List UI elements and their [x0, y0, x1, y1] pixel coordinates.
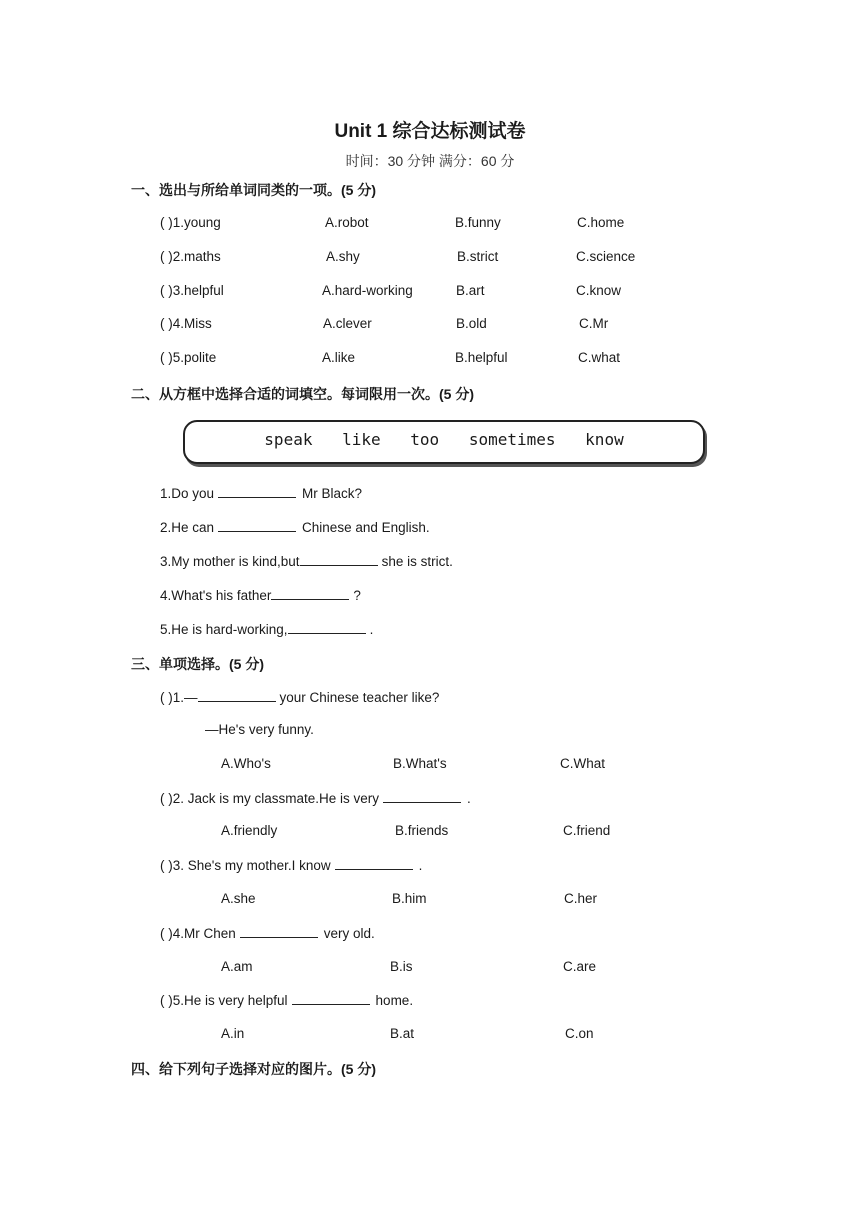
- section4-heading: 四、给下列句子选择对应的图片。(5 分): [131, 1061, 376, 1077]
- s1-q5-a: A.like: [322, 350, 356, 365]
- word-bank-item: too: [410, 430, 440, 449]
- s3-q1-b: B.What's: [393, 756, 447, 771]
- section2-heading: 二、从方框中选择合适的词填空。每词限用一次。(5 分): [131, 386, 474, 402]
- s2-q5: [160, 621, 373, 637]
- s2-q4: [160, 587, 361, 603]
- answer-blank[interactable]: [288, 621, 366, 634]
- s3-q4-b: B.is: [390, 959, 413, 974]
- s1-q4-c: C.Mr: [579, 316, 609, 331]
- s2-q2-pre: 2.He can: [160, 520, 215, 535]
- s1-q1-c: C.home: [577, 215, 625, 230]
- s3-q5: [160, 992, 413, 1008]
- s3-q4: [160, 925, 375, 941]
- s3-q3-c: C.her: [564, 891, 598, 906]
- s1-q3: ( )3.helpful: [160, 283, 224, 298]
- s2-q5-pre: 5.He is hard-working,: [160, 622, 288, 637]
- s2-q3-pre: 3.My mother is kind,but: [160, 554, 300, 569]
- s2-q1-pre: 1.Do you: [160, 486, 215, 501]
- answer-blank[interactable]: [240, 925, 318, 938]
- s3-q1-a: A.Who's: [221, 756, 271, 771]
- answer-blank[interactable]: [218, 519, 296, 532]
- s1-q5-b: B.helpful: [455, 350, 508, 365]
- s1-q4-b: B.old: [456, 316, 487, 331]
- s3-q1: [160, 689, 439, 705]
- s3-q3-b: B.him: [392, 891, 427, 906]
- s1-q2-c: C.science: [576, 249, 636, 264]
- s3-q2-pre: ( )2. Jack is my classmate.He is very: [160, 791, 380, 806]
- answer-blank[interactable]: [292, 992, 370, 1005]
- s3-q4-post: very old.: [323, 926, 375, 941]
- word-bank-item: like: [342, 430, 381, 449]
- s2-q3: [160, 553, 453, 569]
- s2-q1-post: Mr Black?: [302, 486, 363, 501]
- s3-q2-post: .: [467, 791, 471, 806]
- s3-q4-pre: ( )4.Mr Chen: [160, 926, 236, 941]
- s3-q1-pre: ( )1.—: [160, 690, 198, 705]
- s1-q1: ( )1.young: [160, 215, 221, 230]
- s3-q1-c: C.What: [560, 756, 606, 771]
- s1-q2: ( )2.maths: [160, 249, 221, 264]
- s1-q3-c: C.know: [576, 283, 622, 298]
- s3-q5-post: home.: [375, 993, 414, 1008]
- s3-q2: [160, 790, 471, 806]
- s2-q4-post: ?: [353, 588, 361, 603]
- s3-q2-a: A.friendly: [221, 823, 278, 838]
- s3-q5-pre: ( )5.He is very helpful: [160, 993, 288, 1008]
- word-bank: [185, 430, 703, 449]
- s3-q5-c: C.on: [565, 1026, 594, 1041]
- s3-q5-a: A.in: [221, 1026, 245, 1041]
- s2-q5-post: .: [369, 622, 374, 637]
- s1-q3-a: A.hard-working: [322, 283, 413, 298]
- s1-q2-a: A.shy: [326, 249, 360, 264]
- s2-q1: [160, 485, 362, 501]
- s3-q4-a: A.am: [221, 959, 253, 974]
- answer-blank[interactable]: [198, 689, 276, 702]
- answer-blank[interactable]: [218, 485, 296, 498]
- word-bank-item: speak: [264, 430, 313, 449]
- word-bank-box: [183, 420, 705, 464]
- s1-q4: ( )4.Miss: [160, 316, 212, 331]
- s1-q1-b: B.funny: [455, 215, 501, 230]
- section1-heading: 一、选出与所给单词同类的一项。(5 分): [131, 182, 376, 198]
- word-bank-item: know: [585, 430, 624, 449]
- answer-blank[interactable]: [300, 553, 378, 566]
- s3-q5-b: B.at: [390, 1026, 415, 1041]
- s2-q4-pre: 4.What's his father: [160, 588, 272, 603]
- s1-q5: ( )5.polite: [160, 350, 217, 365]
- s1-q3-b: B.art: [456, 283, 485, 298]
- s3-q2-b: B.friends: [395, 823, 449, 838]
- s2-q3-post: she is strict.: [381, 554, 453, 569]
- answer-blank[interactable]: [335, 857, 413, 870]
- s3-q3-a: A.she: [221, 891, 256, 906]
- answer-blank[interactable]: [383, 790, 461, 803]
- word-bank-item: sometimes: [468, 430, 556, 449]
- s1-q4-a: A.clever: [323, 316, 372, 331]
- s2-q2: [160, 519, 430, 535]
- s3-q1-reply: —He's very funny.: [205, 722, 314, 737]
- section3-heading: 三、单项选择。(5 分): [131, 656, 264, 672]
- s3-q2-c: C.friend: [563, 823, 611, 838]
- s3-q1-post: your Chinese teacher like?: [279, 690, 440, 705]
- s3-q3-post: .: [418, 858, 423, 873]
- s3-q4-c: C.are: [563, 959, 597, 974]
- exam-info: 时间：30 分钟 满分：60 分: [345, 153, 515, 169]
- s1-q2-b: B.strict: [457, 249, 499, 264]
- s3-q3-pre: ( )3. She's my mother.I know: [160, 858, 331, 873]
- page-title: Unit 1 综合达标测试卷: [334, 121, 526, 142]
- s2-q2-post: Chinese and English.: [302, 520, 430, 535]
- s1-q1-a: A.robot: [325, 215, 369, 230]
- s1-q5-c: C.what: [578, 350, 621, 365]
- answer-blank[interactable]: [271, 587, 349, 600]
- s3-q3: [160, 857, 422, 873]
